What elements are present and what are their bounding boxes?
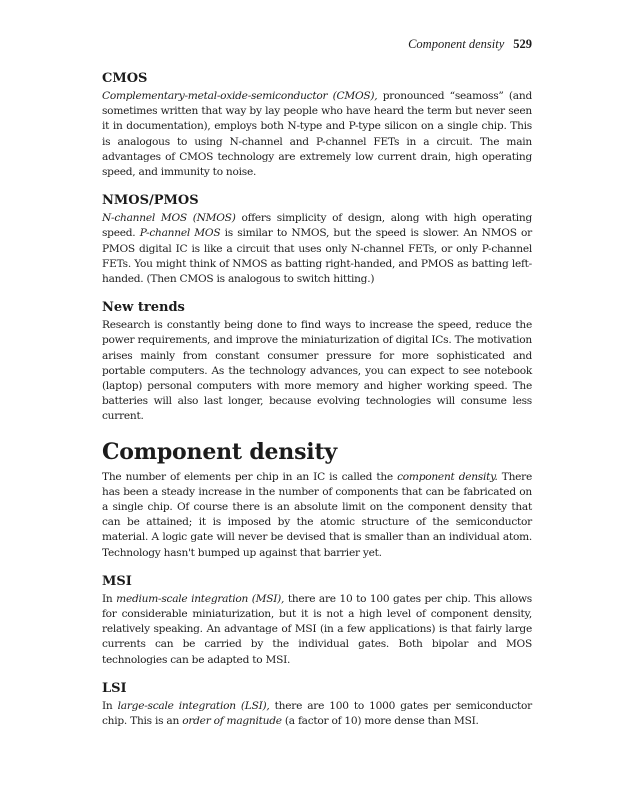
heading-msi: MSI: [102, 573, 132, 589]
heading-cmos: CMOS: [102, 71, 148, 86]
heading-component-density: Component density: [102, 438, 337, 465]
text-run: pronounced “seamoss” (and sometimes written that way by lay people who have heard the term but never seen it in documentation), employs both N-type and P-type silicon on a single chip. This is analogous to using N-channel and P-channel FETs in a circuit. The main advantages of CMOS technology are extremely low current drain, high operating speed, and immunity to noise.: [102, 90, 532, 179]
running-head: [102, 36, 532, 52]
heading-lsi: LSI: [102, 680, 127, 696]
page: [102, 36, 532, 742]
section-cmos: [102, 71, 532, 180]
text-run: Research is constantly being done to find ways to increase the speed, reduce the power requirements, and improve the miniaturization of digital ICs. The motivation arises mainly from constant consumer pressure for more sophisticated and portable computers. As the technology advances, you can expect to see notebook (laptop) personal computers with more memory and higher working speed. The batteries will also last longer, because evolving technologies will consume less current.: [102, 319, 532, 423]
section-msi: [102, 574, 532, 668]
text-run: is similar to NMOS, but the speed is slower. An NMOS or PMOS digital IC is like a circuit that uses only N-channel FETs, or only P-channel FETs. You might think of NMOS as batting right-handed, and PMOS as batting left-handed. (Then CMOS is analogous to switch hitting.): [102, 227, 532, 286]
text-run: there are 10 to 100 gates per chip. This allows for considerable miniaturization, but it is not a high level of component density, relatively speaking. An advantage of MSI (in a few applications) is that fairly large currents can be carried by the individual gates. Both bipolar and MOS technologies can be adapted to MSI.: [102, 592, 532, 666]
running-head-title: Component density: [408, 37, 505, 51]
italic-term: medium-scale integration (MSI),: [116, 592, 285, 605]
paragraph-new-trends: [102, 318, 532, 424]
page-number: 529: [513, 37, 532, 51]
italic-term: Complementary-metal-oxide-semiconductor (CMOS),: [102, 90, 378, 102]
text-run: In: [102, 699, 118, 712]
italic-term: order of magnitude: [182, 715, 282, 728]
heading-nmos-pmos: NMOS/PMOS: [102, 193, 199, 209]
paragraph-cmos: [102, 89, 532, 180]
paragraph-lsi: [102, 699, 532, 729]
section-component-density: [102, 438, 532, 561]
section-new-trends: [102, 300, 532, 424]
paragraph-nmos-pmos: [102, 211, 532, 287]
paragraph-msi: [102, 592, 532, 668]
italic-term: N-channel MOS (NMOS): [102, 212, 236, 225]
italic-term: component density.: [397, 470, 498, 483]
text-run: (a factor of 10) more dense than MSI.: [281, 715, 479, 728]
text-run: The number of elements per chip in an IC is called the: [102, 470, 398, 483]
text-run: offers simplicity of design, along with high operating speed.: [102, 212, 532, 240]
paragraph-component-density: [102, 470, 532, 561]
text-run: There has been a steady increase in the number of components that can be fabricated on a single chip. Of course there is an absolute limit on the component density that can be attained; it is imposed by the atomic structure of the semiconductor material. A logic gate will never be devised that is smaller than an individual atom. Technology hasn't bumped up against that barrier yet.: [102, 470, 532, 559]
italic-term: P-channel MOS: [139, 227, 221, 240]
italic-term: large-scale integration (LSI),: [117, 699, 270, 712]
text-run: there are 100 to 1000 gates per semiconductor chip. This is an: [102, 699, 532, 728]
section-lsi: [102, 681, 532, 729]
heading-new-trends: New trends: [102, 300, 185, 316]
text-run: In: [102, 592, 117, 605]
section-nmos-pmos: [102, 193, 532, 287]
